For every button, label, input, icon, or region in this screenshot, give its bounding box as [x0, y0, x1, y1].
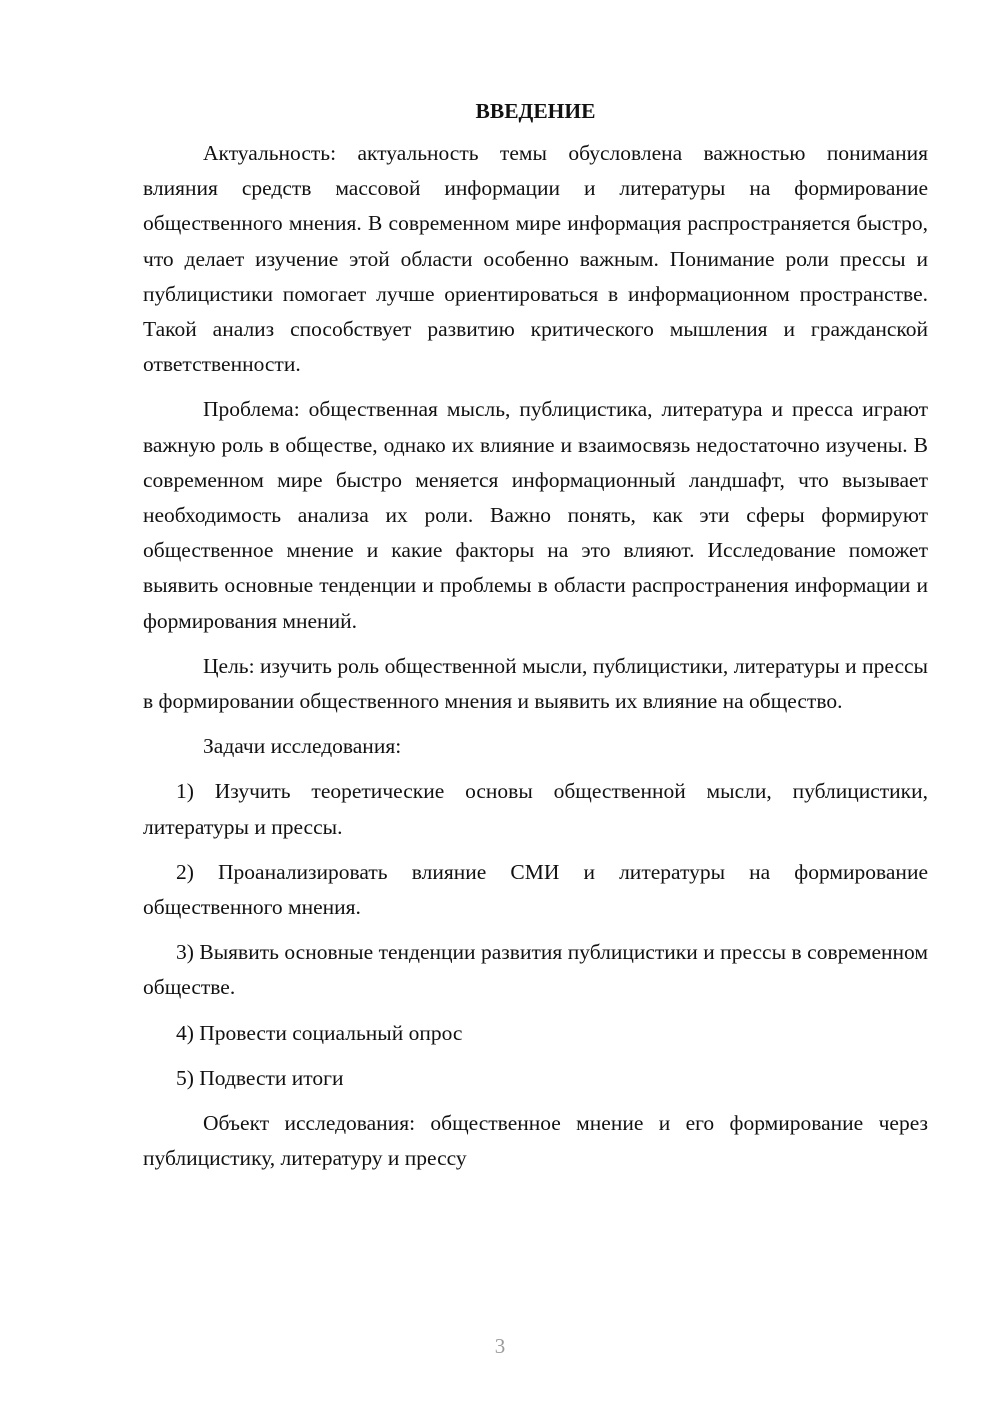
task-item: 3) Выявить основные тенденции развития публицистики и прессы в современном обществе.	[143, 940, 928, 1000]
paragraph-goal: Цель: изучить роль общественной мысли, публицистики, литературы и прессы в формировании общественного мнения и выявить их влияние на общество.	[143, 653, 928, 714]
document-page	[143, 93, 928, 1186]
task-item: 5) Подвести итоги	[176, 1065, 344, 1090]
task-item: 1) Изучить теоретические основы общественной мысли, публицистики, литературы и прессы.	[143, 779, 928, 839]
task-item: 4) Провести социальный опрос	[176, 1020, 463, 1045]
tasks-heading: Задачи исследования:	[203, 734, 402, 759]
task-item: 2) Проанализировать влияние СМИ и литературы на формирование общественного мнения.	[143, 859, 928, 920]
paragraph-object: Объект исследования: общественное мнение и его формирование через публицистику, литературу и прессу	[143, 1111, 928, 1171]
paragraph-relevance: Актуальность: актуальность темы обусловлена важностью понимания влияния средств массовой информации и литературы на формирование общественного мнения. В современном мире информация распространяется быстро, что делает изучение этой области особенно важным. Понимание роли прессы и публицистики помогает лучше ориентироваться в информационном пространстве. Такой анализ способствует развитию критического мышления и гражданской ответственности.	[143, 141, 928, 377]
paragraph-problem: Проблема: общественная мысль, публицистика, литература и пресса играют важную роль в обществе, однако их влияние и взаимосвязь недостаточно изучены. В современном мире быстро меняется информационный ландшафт, что вызывает необходимость анализа их роли. Важно понять, как эти сферы формируют общественное мнение и какие факторы на это влияют. Исследование поможет выявить основные тенденции и проблемы в области распространения информации и формирования мнений.	[143, 397, 928, 633]
page-number: 3	[494, 1334, 506, 1358]
page-title: ВВЕДЕНИЕ	[475, 99, 596, 123]
